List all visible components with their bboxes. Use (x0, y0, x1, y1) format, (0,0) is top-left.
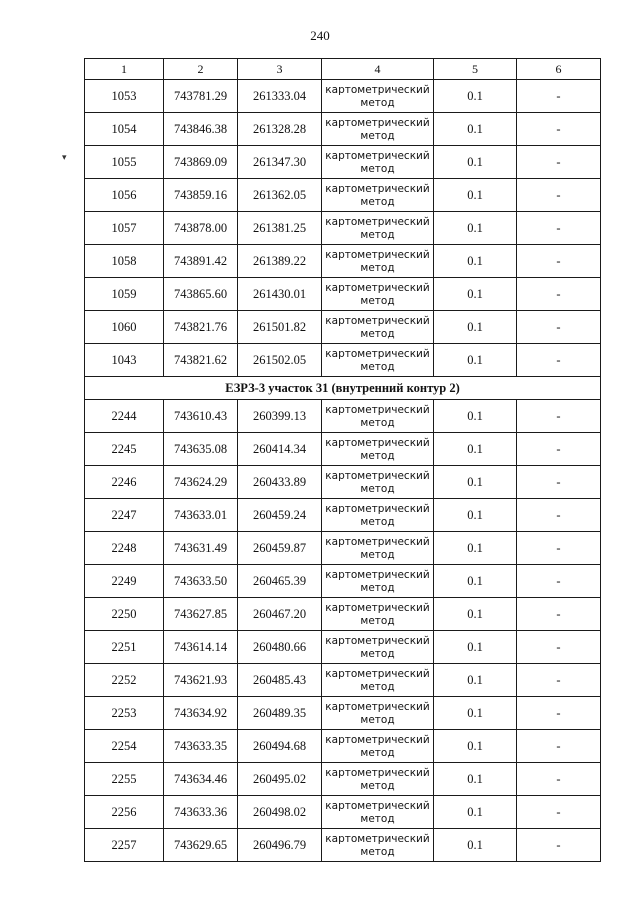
method-line-1: картометрический (325, 215, 430, 228)
accuracy-value: 0.1 (434, 631, 517, 664)
method-line-2: метод (360, 195, 395, 208)
note-cell: - (517, 598, 601, 631)
method-line-1: картометрический (325, 281, 430, 294)
coordinate-x: 743878.00 (164, 212, 238, 245)
coordinate-x: 743633.36 (164, 796, 238, 829)
accuracy-value: 0.1 (434, 796, 517, 829)
method-line-2: метод (360, 713, 395, 726)
accuracy-value: 0.1 (434, 113, 517, 146)
point-number: 1053 (85, 80, 164, 113)
point-number: 2244 (85, 400, 164, 433)
accuracy-value: 0.1 (434, 146, 517, 179)
coordinate-x: 743635.08 (164, 433, 238, 466)
coordinate-y: 260494.68 (238, 730, 322, 763)
method-line-1: картометрический (325, 436, 430, 449)
method-line-2: метод (360, 614, 395, 627)
coordinate-x: 743846.38 (164, 113, 238, 146)
method-line-2: метод (360, 327, 395, 340)
point-number: 1056 (85, 179, 164, 212)
note-cell: - (517, 80, 601, 113)
method-line-1: картометрический (325, 469, 430, 482)
coordinate-x: 743633.35 (164, 730, 238, 763)
accuracy-value: 0.1 (434, 344, 517, 377)
note-cell: - (517, 344, 601, 377)
method-line-2: метод (360, 228, 395, 241)
table-row (85, 113, 601, 146)
table-row (85, 796, 601, 829)
coordinate-y: 260480.66 (238, 631, 322, 664)
note-cell: - (517, 664, 601, 697)
accuracy-value: 0.1 (434, 598, 517, 631)
point-number: 2248 (85, 532, 164, 565)
point-number: 1043 (85, 344, 164, 377)
note-cell: - (517, 829, 601, 862)
point-number: 2256 (85, 796, 164, 829)
method-cell (322, 763, 434, 796)
coordinate-y: 260433.89 (238, 466, 322, 499)
method-line-2: метод (360, 812, 395, 825)
method-line-2: метод (360, 96, 395, 109)
note-cell: - (517, 730, 601, 763)
point-number: 1059 (85, 278, 164, 311)
method-line-1: картометрический (325, 314, 430, 327)
method-cell (322, 466, 434, 499)
table-row (85, 730, 601, 763)
note-cell: - (517, 466, 601, 499)
method-line-2: метод (360, 746, 395, 759)
table-row (85, 212, 601, 245)
accuracy-value: 0.1 (434, 664, 517, 697)
coordinate-y: 260459.87 (238, 532, 322, 565)
table-row (85, 763, 601, 796)
scan-speck: ▾ (62, 152, 67, 162)
point-number: 2254 (85, 730, 164, 763)
table-row (85, 278, 601, 311)
method-line-2: метод (360, 515, 395, 528)
table-row (85, 245, 601, 278)
method-cell (322, 532, 434, 565)
method-line-1: картометрический (325, 832, 430, 845)
coordinate-y: 261362.05 (238, 179, 322, 212)
accuracy-value: 0.1 (434, 311, 517, 344)
method-line-2: метод (360, 581, 395, 594)
method-cell (322, 796, 434, 829)
note-cell: - (517, 499, 601, 532)
method-cell (322, 179, 434, 212)
point-number: 2250 (85, 598, 164, 631)
coordinate-x: 743869.09 (164, 146, 238, 179)
method-line-1: картометрический (325, 766, 430, 779)
note-cell: - (517, 532, 601, 565)
note-cell: - (517, 212, 601, 245)
coordinate-y: 261328.28 (238, 113, 322, 146)
table-row (85, 631, 601, 664)
accuracy-value: 0.1 (434, 763, 517, 796)
point-number: 2246 (85, 466, 164, 499)
method-cell (322, 245, 434, 278)
method-cell (322, 146, 434, 179)
method-cell (322, 631, 434, 664)
accuracy-value: 0.1 (434, 400, 517, 433)
table-row (85, 179, 601, 212)
accuracy-value: 0.1 (434, 532, 517, 565)
note-cell: - (517, 311, 601, 344)
point-number: 2249 (85, 565, 164, 598)
table-row (85, 697, 601, 730)
coordinate-x: 743859.16 (164, 179, 238, 212)
method-cell (322, 829, 434, 862)
method-line-2: метод (360, 449, 395, 462)
accuracy-value: 0.1 (434, 499, 517, 532)
point-number: 1057 (85, 212, 164, 245)
method-line-2: метод (360, 845, 395, 858)
method-line-2: метод (360, 416, 395, 429)
table-row (85, 565, 601, 598)
table-body-main (85, 80, 601, 377)
note-cell: - (517, 278, 601, 311)
coordinate-x: 743627.85 (164, 598, 238, 631)
header-cell: 3 (238, 59, 322, 80)
note-cell: - (517, 179, 601, 212)
coordinate-y: 260498.02 (238, 796, 322, 829)
coordinate-x: 743865.60 (164, 278, 238, 311)
point-number: 2253 (85, 697, 164, 730)
method-cell (322, 400, 434, 433)
method-line-1: картометрический (325, 116, 430, 129)
method-line-1: картометрический (325, 182, 430, 195)
accuracy-value: 0.1 (434, 245, 517, 278)
method-cell (322, 433, 434, 466)
coordinate-y: 260399.13 (238, 400, 322, 433)
coordinate-x: 743633.01 (164, 499, 238, 532)
coordinate-x: 743891.42 (164, 245, 238, 278)
method-line-1: картометрический (325, 601, 430, 614)
coordinate-y: 260459.24 (238, 499, 322, 532)
coordinate-y: 261389.22 (238, 245, 322, 278)
coordinate-y: 261381.25 (238, 212, 322, 245)
accuracy-value: 0.1 (434, 466, 517, 499)
accuracy-value: 0.1 (434, 278, 517, 311)
point-number: 2247 (85, 499, 164, 532)
note-cell: - (517, 697, 601, 730)
header-cell: 5 (434, 59, 517, 80)
accuracy-value: 0.1 (434, 565, 517, 598)
point-number: 2252 (85, 664, 164, 697)
accuracy-value: 0.1 (434, 697, 517, 730)
table-row (85, 532, 601, 565)
method-line-1: картометрический (325, 248, 430, 261)
point-number: 2255 (85, 763, 164, 796)
method-line-2: метод (360, 294, 395, 307)
table-row (85, 598, 601, 631)
method-cell (322, 344, 434, 377)
note-cell: - (517, 796, 601, 829)
section-title: ЕЗРЗ-3 участок 31 (внутренний контур 2) (85, 377, 601, 400)
method-cell (322, 730, 434, 763)
method-line-1: картометрический (325, 149, 430, 162)
coordinate-y: 261501.82 (238, 311, 322, 344)
note-cell: - (517, 433, 601, 466)
coordinate-y: 260495.02 (238, 763, 322, 796)
point-number: 2257 (85, 829, 164, 862)
point-number: 2245 (85, 433, 164, 466)
table-row (85, 433, 601, 466)
coordinate-y: 260485.43 (238, 664, 322, 697)
coordinate-x: 743634.46 (164, 763, 238, 796)
coordinate-y: 260467.20 (238, 598, 322, 631)
coordinate-x: 743621.93 (164, 664, 238, 697)
method-line-1: картометрический (325, 799, 430, 812)
note-cell: - (517, 400, 601, 433)
coordinate-y: 260465.39 (238, 565, 322, 598)
method-cell (322, 565, 434, 598)
coordinate-y: 261333.04 (238, 80, 322, 113)
table-row (85, 80, 601, 113)
method-line-2: метод (360, 360, 395, 373)
accuracy-value: 0.1 (434, 179, 517, 212)
point-number: 2251 (85, 631, 164, 664)
coordinate-x: 743634.92 (164, 697, 238, 730)
method-cell (322, 311, 434, 344)
note-cell: - (517, 631, 601, 664)
header-cell: 4 (322, 59, 434, 80)
note-cell: - (517, 146, 601, 179)
accuracy-value: 0.1 (434, 80, 517, 113)
point-number: 1060 (85, 311, 164, 344)
accuracy-value: 0.1 (434, 730, 517, 763)
coordinate-x: 743821.62 (164, 344, 238, 377)
method-cell (322, 113, 434, 146)
point-number: 1054 (85, 113, 164, 146)
table-row (85, 146, 601, 179)
method-line-2: метод (360, 129, 395, 142)
page-number: 240 (310, 28, 330, 43)
accuracy-value: 0.1 (434, 433, 517, 466)
accuracy-value: 0.1 (434, 212, 517, 245)
method-line-1: картометрический (325, 347, 430, 360)
coordinate-x: 743614.14 (164, 631, 238, 664)
method-line-2: метод (360, 548, 395, 561)
note-cell: - (517, 245, 601, 278)
coordinate-y: 261347.30 (238, 146, 322, 179)
method-cell (322, 664, 434, 697)
table-row (85, 400, 601, 433)
coordinate-x: 743610.43 (164, 400, 238, 433)
table-row (85, 466, 601, 499)
coordinate-x: 743821.76 (164, 311, 238, 344)
method-line-2: метод (360, 680, 395, 693)
method-line-1: картометрический (325, 667, 430, 680)
header-cell: 1 (85, 59, 164, 80)
method-line-1: картометрический (325, 700, 430, 713)
method-line-1: картометрический (325, 403, 430, 416)
section-row (85, 377, 601, 400)
coordinate-y: 260496.79 (238, 829, 322, 862)
method-cell (322, 278, 434, 311)
table-row (85, 829, 601, 862)
method-line-1: картометрический (325, 535, 430, 548)
table-body-contour (85, 400, 601, 862)
method-line-1: картометрический (325, 634, 430, 647)
method-line-2: метод (360, 482, 395, 495)
table-row (85, 499, 601, 532)
method-line-1: картометрический (325, 502, 430, 515)
coordinate-y: 260414.34 (238, 433, 322, 466)
method-line-2: метод (360, 647, 395, 660)
header-row (85, 59, 601, 80)
accuracy-value: 0.1 (434, 829, 517, 862)
method-line-1: картометрический (325, 83, 430, 96)
coordinate-y: 261502.05 (238, 344, 322, 377)
coordinate-x: 743629.65 (164, 829, 238, 862)
coordinate-x: 743631.49 (164, 532, 238, 565)
coordinate-x: 743781.29 (164, 80, 238, 113)
coordinate-x: 743633.50 (164, 565, 238, 598)
coordinate-y: 260489.35 (238, 697, 322, 730)
method-cell (322, 598, 434, 631)
method-line-1: картометрический (325, 733, 430, 746)
table-row (85, 664, 601, 697)
note-cell: - (517, 565, 601, 598)
method-cell (322, 212, 434, 245)
coordinate-x: 743624.29 (164, 466, 238, 499)
header-cell: 2 (164, 59, 238, 80)
table-row (85, 311, 601, 344)
method-cell (322, 80, 434, 113)
point-number: 1058 (85, 245, 164, 278)
method-line-2: метод (360, 261, 395, 274)
note-cell: - (517, 763, 601, 796)
method-cell (322, 697, 434, 730)
coordinate-y: 261430.01 (238, 278, 322, 311)
note-cell: - (517, 113, 601, 146)
method-line-2: метод (360, 162, 395, 175)
method-cell (322, 499, 434, 532)
coordinates-table (84, 58, 601, 862)
point-number: 1055 (85, 146, 164, 179)
table-row (85, 344, 601, 377)
header-cell: 6 (517, 59, 601, 80)
method-line-2: метод (360, 779, 395, 792)
method-line-1: картометрический (325, 568, 430, 581)
